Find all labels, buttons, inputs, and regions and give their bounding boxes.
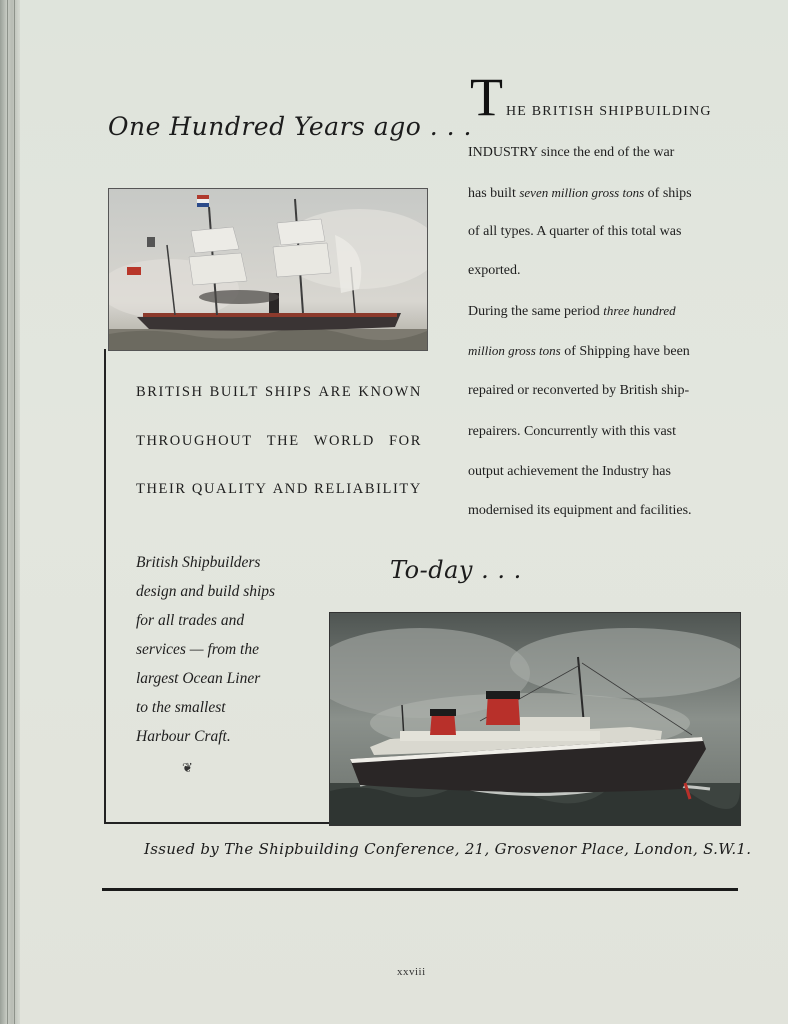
heading-today: To-day . . . [390,556,522,584]
ocean-liner-image [329,612,741,826]
binding-crease [14,0,15,1024]
body-line: repairers. Concurrently with this vast [468,424,677,439]
frame-line-vertical [104,349,106,824]
old-ship-image [108,188,428,351]
body-line: exported. [468,263,521,278]
binding-crease [7,0,8,1024]
caps-line: THROUGHOUT THE WORLD FOR [136,432,422,449]
body-line: repaired or reconverted by British ship- [468,383,690,398]
fleuron-ornament-icon: ❦ [182,760,193,775]
body-line: output achievement the Industry has [468,464,671,479]
publisher-credit: Issued by The Shipbuilding Conference, 21, Grosvenor Place, London, S.W.1. [144,840,752,858]
frame-line-horizontal [104,822,330,824]
book-binding [0,0,20,1024]
page-number: xxviii [397,966,426,978]
body-line: million gross tons of Shipping have been [468,343,690,359]
caps-line: THEIR QUALITY AND RELIABILITY [136,481,422,497]
body-line: During the same period three hundred [468,303,676,319]
body-line: of all types. A quarter of this total was [468,224,682,239]
body-line: HE BRITISH SHIPBUILDING [506,104,712,119]
footer-rule [102,888,738,891]
body-line: INDUSTRY since the end of the war [468,145,675,160]
heading-past: One Hundred Years ago . . . [108,112,472,141]
shipbuilders-note: British Shipbuilders design and build ships for all trades and services — from the largest Ocean Liner to the smallest Harbour Craft. [136,554,276,745]
body-line: modernised its equipment and facilities. [468,503,692,518]
caps-line: BRITISH BUILT SHIPS ARE KNOWN [136,384,422,400]
body-line: has built seven million gross tons of ships [468,185,692,201]
drop-cap: T [470,67,503,127]
quality-statement [136,384,422,530]
